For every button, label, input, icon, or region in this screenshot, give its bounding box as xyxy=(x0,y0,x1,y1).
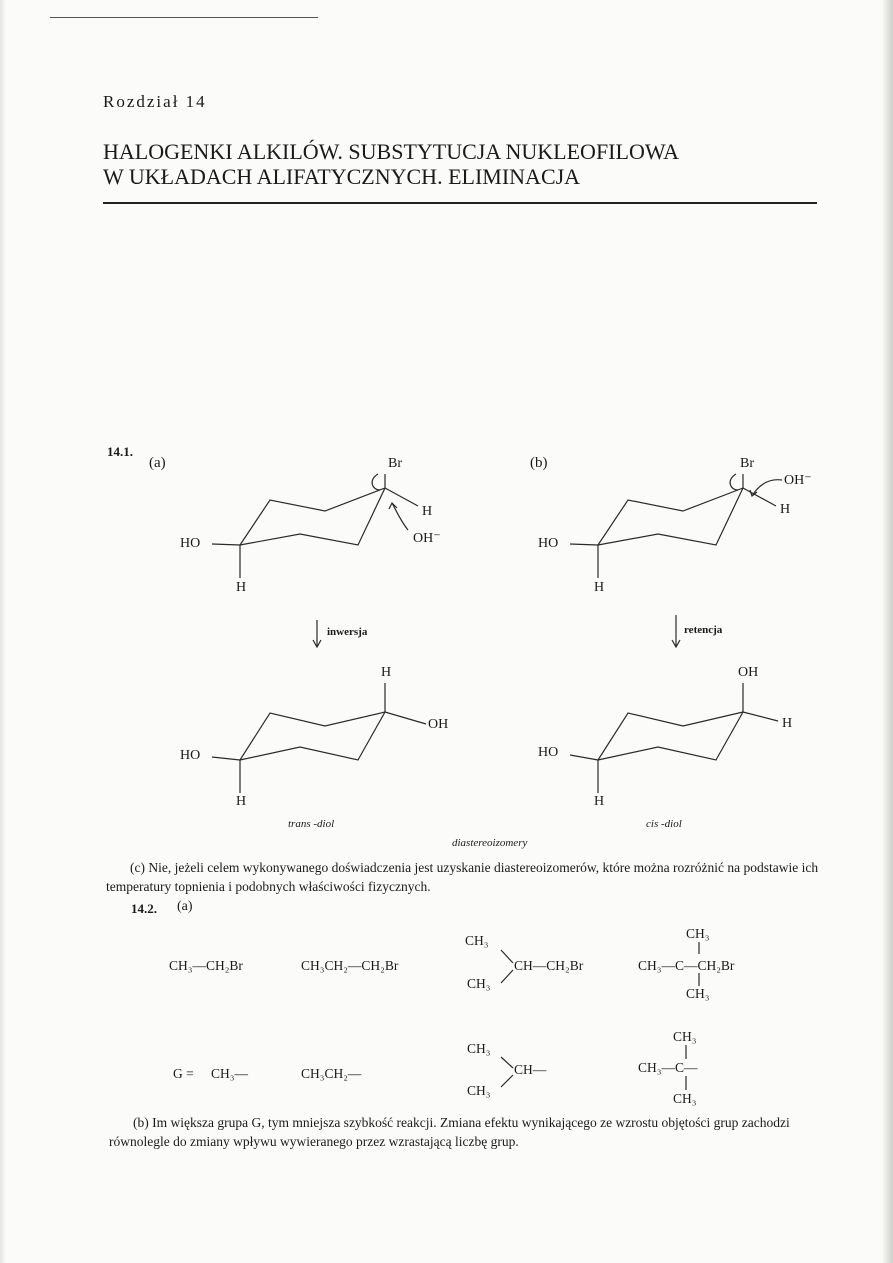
atom-h-prod-b-bottom: H xyxy=(594,794,605,809)
product-name-cis: cis -diol xyxy=(646,818,682,830)
atom-oh-prod-b: OH xyxy=(738,665,759,680)
formula-isobutyl-mid: CH—CH₂Br xyxy=(514,958,584,973)
formula-propyl-bromide: CH₃CH₂—CH₂Br xyxy=(301,958,399,973)
answer-14-1-c: (c) Nie, jeżeli celem wykonywanego doświadczenia jest uzyskanie diastereoizomerów, które można rozróżnić na podstawie ich temperatury topnienia i podobnych właściwości fizycznych. xyxy=(106,860,819,894)
atom-h-prod-b: H xyxy=(782,716,793,731)
reactant-a-ring xyxy=(240,488,385,545)
arrow-label-inwersja: inwersja xyxy=(327,626,368,638)
atom-br-a: Br xyxy=(388,456,402,471)
chapter-title-line2: W UKŁADACH ALIFATYCZNYCH. ELIMINACJA xyxy=(103,164,581,189)
problem-14-2-part-a-label: (a) xyxy=(177,899,193,914)
formula-isobutyl-top: CH₃ xyxy=(465,933,489,948)
atom-oh-prod-a: OH xyxy=(428,717,449,732)
problem-14-1-part-b-label: (b) xyxy=(530,455,548,471)
product-b-ring xyxy=(598,712,743,760)
chapter-title-line1: HALOGENKI ALKILÓW. SUBSTYTUCJA NUKLEOFILOWA xyxy=(103,139,680,164)
group-isopropyl-bottom: CH₃ xyxy=(467,1083,491,1098)
atom-h-prod-a-bottom: H xyxy=(236,794,247,809)
group-tertbutyl-mid: CH₃—C— xyxy=(638,1060,698,1075)
group-isopropyl-mid: CH— xyxy=(514,1062,547,1077)
chapter-heading: Rozdział 14 xyxy=(103,92,207,111)
atom-h-prod-a: H xyxy=(381,665,392,680)
diastereoizomers-caption: diastereoizomery xyxy=(452,837,528,849)
atom-ho-b: HO xyxy=(538,536,559,551)
group-g-prefix: G = xyxy=(173,1066,194,1081)
atom-h-b: H xyxy=(780,502,791,517)
atom-ho-prod-b: HO xyxy=(538,745,559,760)
problem-14-2-number: 14.2. xyxy=(131,901,157,916)
group-isopropyl-top: CH₃ xyxy=(467,1041,491,1056)
group-tertbutyl-bottom: CH₃ xyxy=(673,1091,697,1106)
atom-h-a-bottom: H xyxy=(236,580,247,595)
product-name-trans: trans -diol xyxy=(288,818,335,830)
formula-neopentyl-bottom: CH₃ xyxy=(686,986,710,1001)
reactant-b-ring xyxy=(598,488,743,545)
atom-ohminus-b: OH⁻ xyxy=(784,473,812,488)
product-a-ring xyxy=(240,712,385,760)
problem-14-1-number: 14.1. xyxy=(107,444,133,459)
atom-br-b: Br xyxy=(740,456,754,471)
problem-14-1-part-a-label: (a) xyxy=(149,455,166,471)
formula-neopentyl-top: CH₃ xyxy=(686,926,710,941)
formula-neopentyl-mid: CH₃—C—CH₂Br xyxy=(638,958,735,973)
atom-ho-a: HO xyxy=(180,536,201,551)
atom-h-b-bottom: H xyxy=(594,580,605,595)
atom-ohminus-a: OH⁻ xyxy=(413,531,441,546)
atom-ho-prod-a: HO xyxy=(180,748,201,763)
formula-isobutyl-bottom: CH₃ xyxy=(467,976,491,991)
group-tertbutyl-top: CH₃ xyxy=(673,1029,697,1044)
group-methyl: CH₃— xyxy=(211,1066,248,1081)
group-ethyl: CH₃CH₂— xyxy=(301,1066,362,1081)
formula-ethyl-bromide: CH₃—CH₂Br xyxy=(169,958,243,973)
arrow-label-retencja: retencja xyxy=(684,624,723,636)
answer-14-2-b: (b) Im większa grupa G, tym mniejsza szybkość reakcji. Zmiana efektu wynikającego ze wzrostu objętości grup zachodzi równolegle do zmiany wpływu wywieranego przez wzrastającą liczbę grup. xyxy=(109,1115,790,1149)
atom-h-a: H xyxy=(422,504,433,519)
